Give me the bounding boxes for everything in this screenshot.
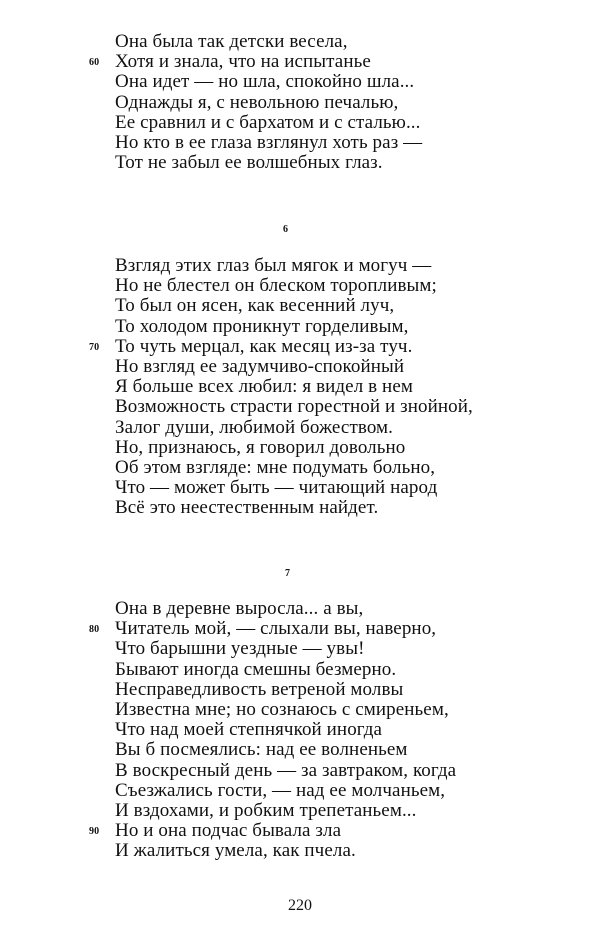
verse-line xyxy=(115,317,585,337)
verse-text: Но кто в ее глаза взглянул хоть раз — xyxy=(115,131,423,153)
verse-line xyxy=(115,153,585,173)
verse-text: Однажды я, с невольною печалью, xyxy=(115,91,399,113)
verse-text: Вы б посмеялись: над ее волненьем xyxy=(115,739,408,761)
verse-text: Она идет — но шла, спокойно шла... xyxy=(115,71,415,93)
line-number: 80 xyxy=(89,624,100,636)
verse-line xyxy=(89,335,585,357)
verse-text: То был он ясен, как весенний луч, xyxy=(115,295,395,317)
verse-line xyxy=(115,801,585,821)
verse-line xyxy=(115,639,585,659)
verse-text: Бывают иногда смешны безмерно. xyxy=(115,658,397,680)
verse-text: Что над моей степнячкой иногда xyxy=(115,719,383,741)
verse-line xyxy=(115,296,585,316)
verse-line xyxy=(115,680,585,700)
verse-line xyxy=(115,397,585,417)
stanza-7 xyxy=(89,598,585,862)
verse-text: И вздохами, и робким трепетаньем... xyxy=(115,799,417,821)
stanza-6 xyxy=(89,255,585,519)
verse-line xyxy=(115,599,585,619)
verse-line xyxy=(89,618,585,640)
verse-text: Но и она подчас бывала зла xyxy=(115,820,342,842)
verse-text: Но не блестел он блеском торопливым; xyxy=(115,275,437,297)
section-number-7: 7 xyxy=(285,568,290,579)
line-number: 90 xyxy=(89,826,100,838)
verse-line xyxy=(115,660,585,680)
page-number: 220 xyxy=(288,897,312,914)
verse-line xyxy=(115,357,585,377)
verse-line xyxy=(115,438,585,458)
verse-line xyxy=(115,72,585,92)
verse-text: Несправедливость ветреной молвы xyxy=(115,678,404,700)
verse-text: Съезжались гости, — над ее молчаньем, xyxy=(115,779,446,801)
verse-text: Ее сравнил и с бархатом и с сталью... xyxy=(115,111,421,133)
verse-line xyxy=(115,841,585,861)
verse-text: Что — может быть — читающий народ xyxy=(115,477,438,499)
verse-line xyxy=(89,820,585,842)
verse-line xyxy=(115,377,585,397)
verse-text: Возможность страсти горестной и знойной, xyxy=(115,396,473,418)
verse-text: Об этом взгляде: мне подумать больно, xyxy=(115,456,436,478)
verse-line xyxy=(115,781,585,801)
verse-line xyxy=(115,32,585,52)
verse-line xyxy=(115,700,585,720)
verse-line xyxy=(115,418,585,438)
verse-text: Хотя и знала, что на испытанье xyxy=(115,51,371,73)
verse-line xyxy=(115,276,585,296)
verse-text: Она была так детски весела, xyxy=(115,31,348,52)
verse-text: Но, признаюсь, я говорил довольно xyxy=(115,436,406,458)
verse-text: В воскресный день — за завтраком, когда xyxy=(115,759,457,781)
verse-line xyxy=(115,113,585,133)
verse-text: Читатель мой, — слыхали вы, наверно, xyxy=(115,618,437,640)
verse-line xyxy=(115,720,585,740)
verse-line xyxy=(115,498,585,518)
section-number-6: 6 xyxy=(283,224,288,235)
verse-line xyxy=(115,761,585,781)
verse-text: Залог души, любимой божеством. xyxy=(115,416,394,438)
verse-line xyxy=(89,51,585,73)
verse-text: Что барышни уездные — увы! xyxy=(115,638,365,660)
verse-line xyxy=(115,256,585,276)
verse-text: Она в деревне выросла... а вы, xyxy=(115,598,364,619)
stanza-continuation xyxy=(89,31,585,174)
verse-text: Известна мне; но сознаюсь с смиреньем, xyxy=(115,698,449,720)
verse-text: Тот не забыл ее волшебных глаз. xyxy=(115,152,383,174)
verse-line xyxy=(115,740,585,760)
verse-text: Я больше всех любил: я видел в нем xyxy=(115,376,413,398)
verse-text: Но взгляд ее задумчиво-спокойный xyxy=(115,355,405,377)
verse-text: То чуть мерцал, как месяц из-за туч. xyxy=(115,335,413,357)
line-number: 70 xyxy=(89,341,100,353)
verse-text: И жалиться умела, как пчела. xyxy=(115,840,356,862)
verse-line xyxy=(115,458,585,478)
verse-text: Всё это неестественным найдет. xyxy=(115,497,379,519)
verse-text: Взгляд этих глаз был мягок и могуч — xyxy=(115,255,432,276)
verse-line xyxy=(115,478,585,498)
verse-line xyxy=(115,93,585,113)
verse-text: То холодом проникнут горделивым, xyxy=(115,315,409,337)
line-number: 60 xyxy=(89,57,100,69)
verse-line xyxy=(115,133,585,153)
